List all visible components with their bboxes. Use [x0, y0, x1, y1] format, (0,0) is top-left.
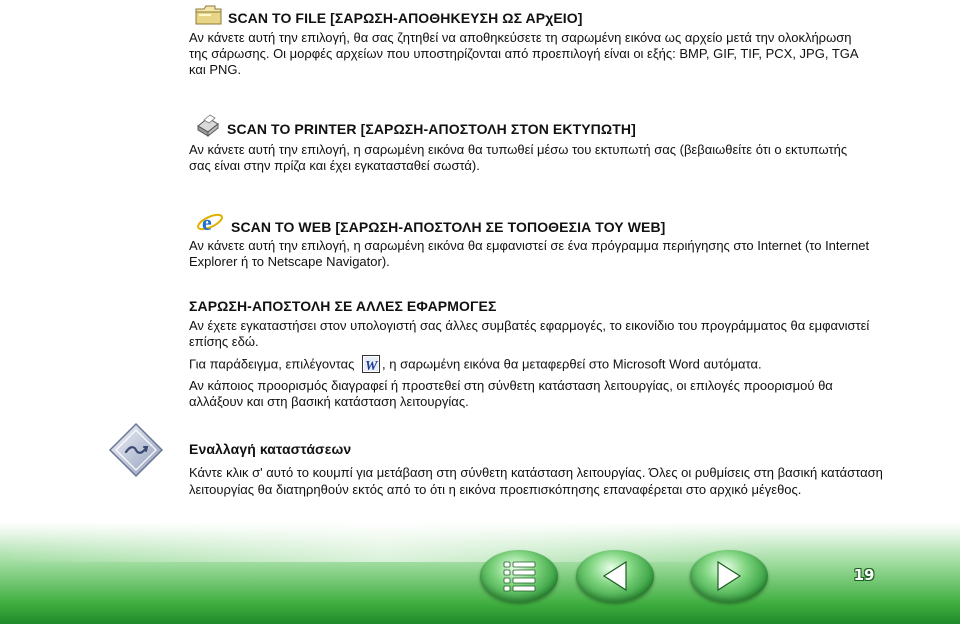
back-button[interactable]: [576, 550, 654, 602]
scan-to-printer-line-1: Αν κάνετε αυτή την επιλογή, η σαρωμένη εικόνα θα τυπωθεί μέσω του εκτυπωτή σας (βεβαιωθείτε ότι ο εκτυπωτής: [189, 142, 848, 157]
contents-icon: [480, 550, 558, 602]
other-apps-example: [189, 356, 762, 374]
folder-icon: [195, 4, 223, 26]
scan-to-printer-line-2: σας είναι στην πρίζα και έχει εγκατασταθεί σωστά).: [189, 158, 480, 173]
section-title-scan-to-web: SCAN TO WEB [ΣΑΡΩΣΗ-ΑΠΟΣΤΟΛΗ ΣΕ ΤΟΠΟΘΕΣΙΑ ΤΟΥ WEB]: [231, 219, 666, 235]
forward-button[interactable]: [690, 550, 768, 602]
example-text-before: Για παράδειγμα, επιλέγοντας: [189, 356, 355, 372]
scan-to-file-line-1: Αν κάνετε αυτή την επιλογή, θα σας ζητηθεί να αποθηκεύσετε τη σαρωμένη εικόνα ως αρχείο μετά την ολοκλήρωση: [189, 30, 852, 45]
word-icon: [362, 355, 380, 373]
svg-text:e: e: [202, 210, 212, 235]
section-title-scan-to-printer: SCAN TO PRINTER [ΣΑΡΩΣΗ-ΑΠΟΣΤΟΛΗ ΣΤΟΝ ΕΚΤΥΠΩΤΗ]: [227, 121, 636, 137]
section-title-mode-switch: Εναλλαγή καταστάσεων: [189, 441, 352, 457]
example-text-after: , η σαρωμένη εικόνα θα μεταφερθεί στο Microsoft Word αυτόματα.: [382, 356, 762, 372]
other-apps-delete-line-1: Αν κάποιος προορισμός διαγραφεί ή προστεθεί στη σύνθετη κατάσταση λειτουργίας, οι επιλογές προορισμού θα: [189, 378, 833, 393]
scan-to-web-line-2: Explorer ή το Netscape Navigator).: [189, 254, 390, 269]
page-number: 19: [853, 566, 875, 584]
scan-to-web-line-1: Αν κάνετε αυτή την επιλογή, η σαρωμένη εικόνα θα εμφανιστεί σε ένα πρόγραμμα περιήγησης στο Internet (το Internet: [189, 238, 870, 253]
mode-switch-line-2: λειτουργίας θα διατηρηθούν εκτός από το ότι η εικόνα προεπισκόπησης επαναφέρεται στο αρχικό μέγεθος.: [189, 482, 802, 497]
printer-icon: [194, 114, 220, 138]
section-title-other-apps: ΣΑΡΩΣΗ-ΑΠΟΣΤΟΛΗ ΣΕ ΑΛΛΕΣ ΕΦΑΡΜΟΓΕΣ: [189, 298, 497, 314]
other-apps-line-1: Αν έχετε εγκαταστήσει στον υπολογιστή σας άλλες συμβατές εφαρμογές, το εικονίδιο του προγράμματος θα εμφανιστεί: [189, 318, 870, 333]
scan-to-file-line-3: και PNG.: [189, 62, 242, 77]
forward-arrow-icon: [690, 550, 768, 602]
contents-button[interactable]: [480, 550, 558, 602]
mode-switch-line-1: Κάντε κλικ σ' αυτό το κουμπί για μετάβαση στη σύνθετη κατάσταση λειτουργίας. Όλες οι ρυθμίσεις στη βασική κατάσταση: [189, 465, 883, 480]
svg-text:W: W: [365, 359, 378, 373]
section-title-scan-to-file: SCAN TO FILE [ΣΑΡΩΣΗ-ΑΠΟΘΗΚΕΥΣΗ ΩΣ ΑΡχΕΙΟ]: [228, 10, 583, 26]
other-apps-line-2: επίσης εδώ.: [189, 334, 259, 349]
back-arrow-icon: [576, 550, 654, 602]
scan-to-file-line-2: της σάρωσης. Οι μορφές αρχείων που υποστηρίζονται από προεπιλογή είναι οι εξής: BMP, GIF, TIF, PCX, JPG, TGA: [189, 46, 859, 61]
other-apps-delete-line-2: αλλάξουν και στη βασική κατάσταση λειτουργίας.: [189, 394, 469, 409]
internet-explorer-icon: [196, 209, 224, 235]
mode-switch-icon[interactable]: [108, 422, 164, 478]
